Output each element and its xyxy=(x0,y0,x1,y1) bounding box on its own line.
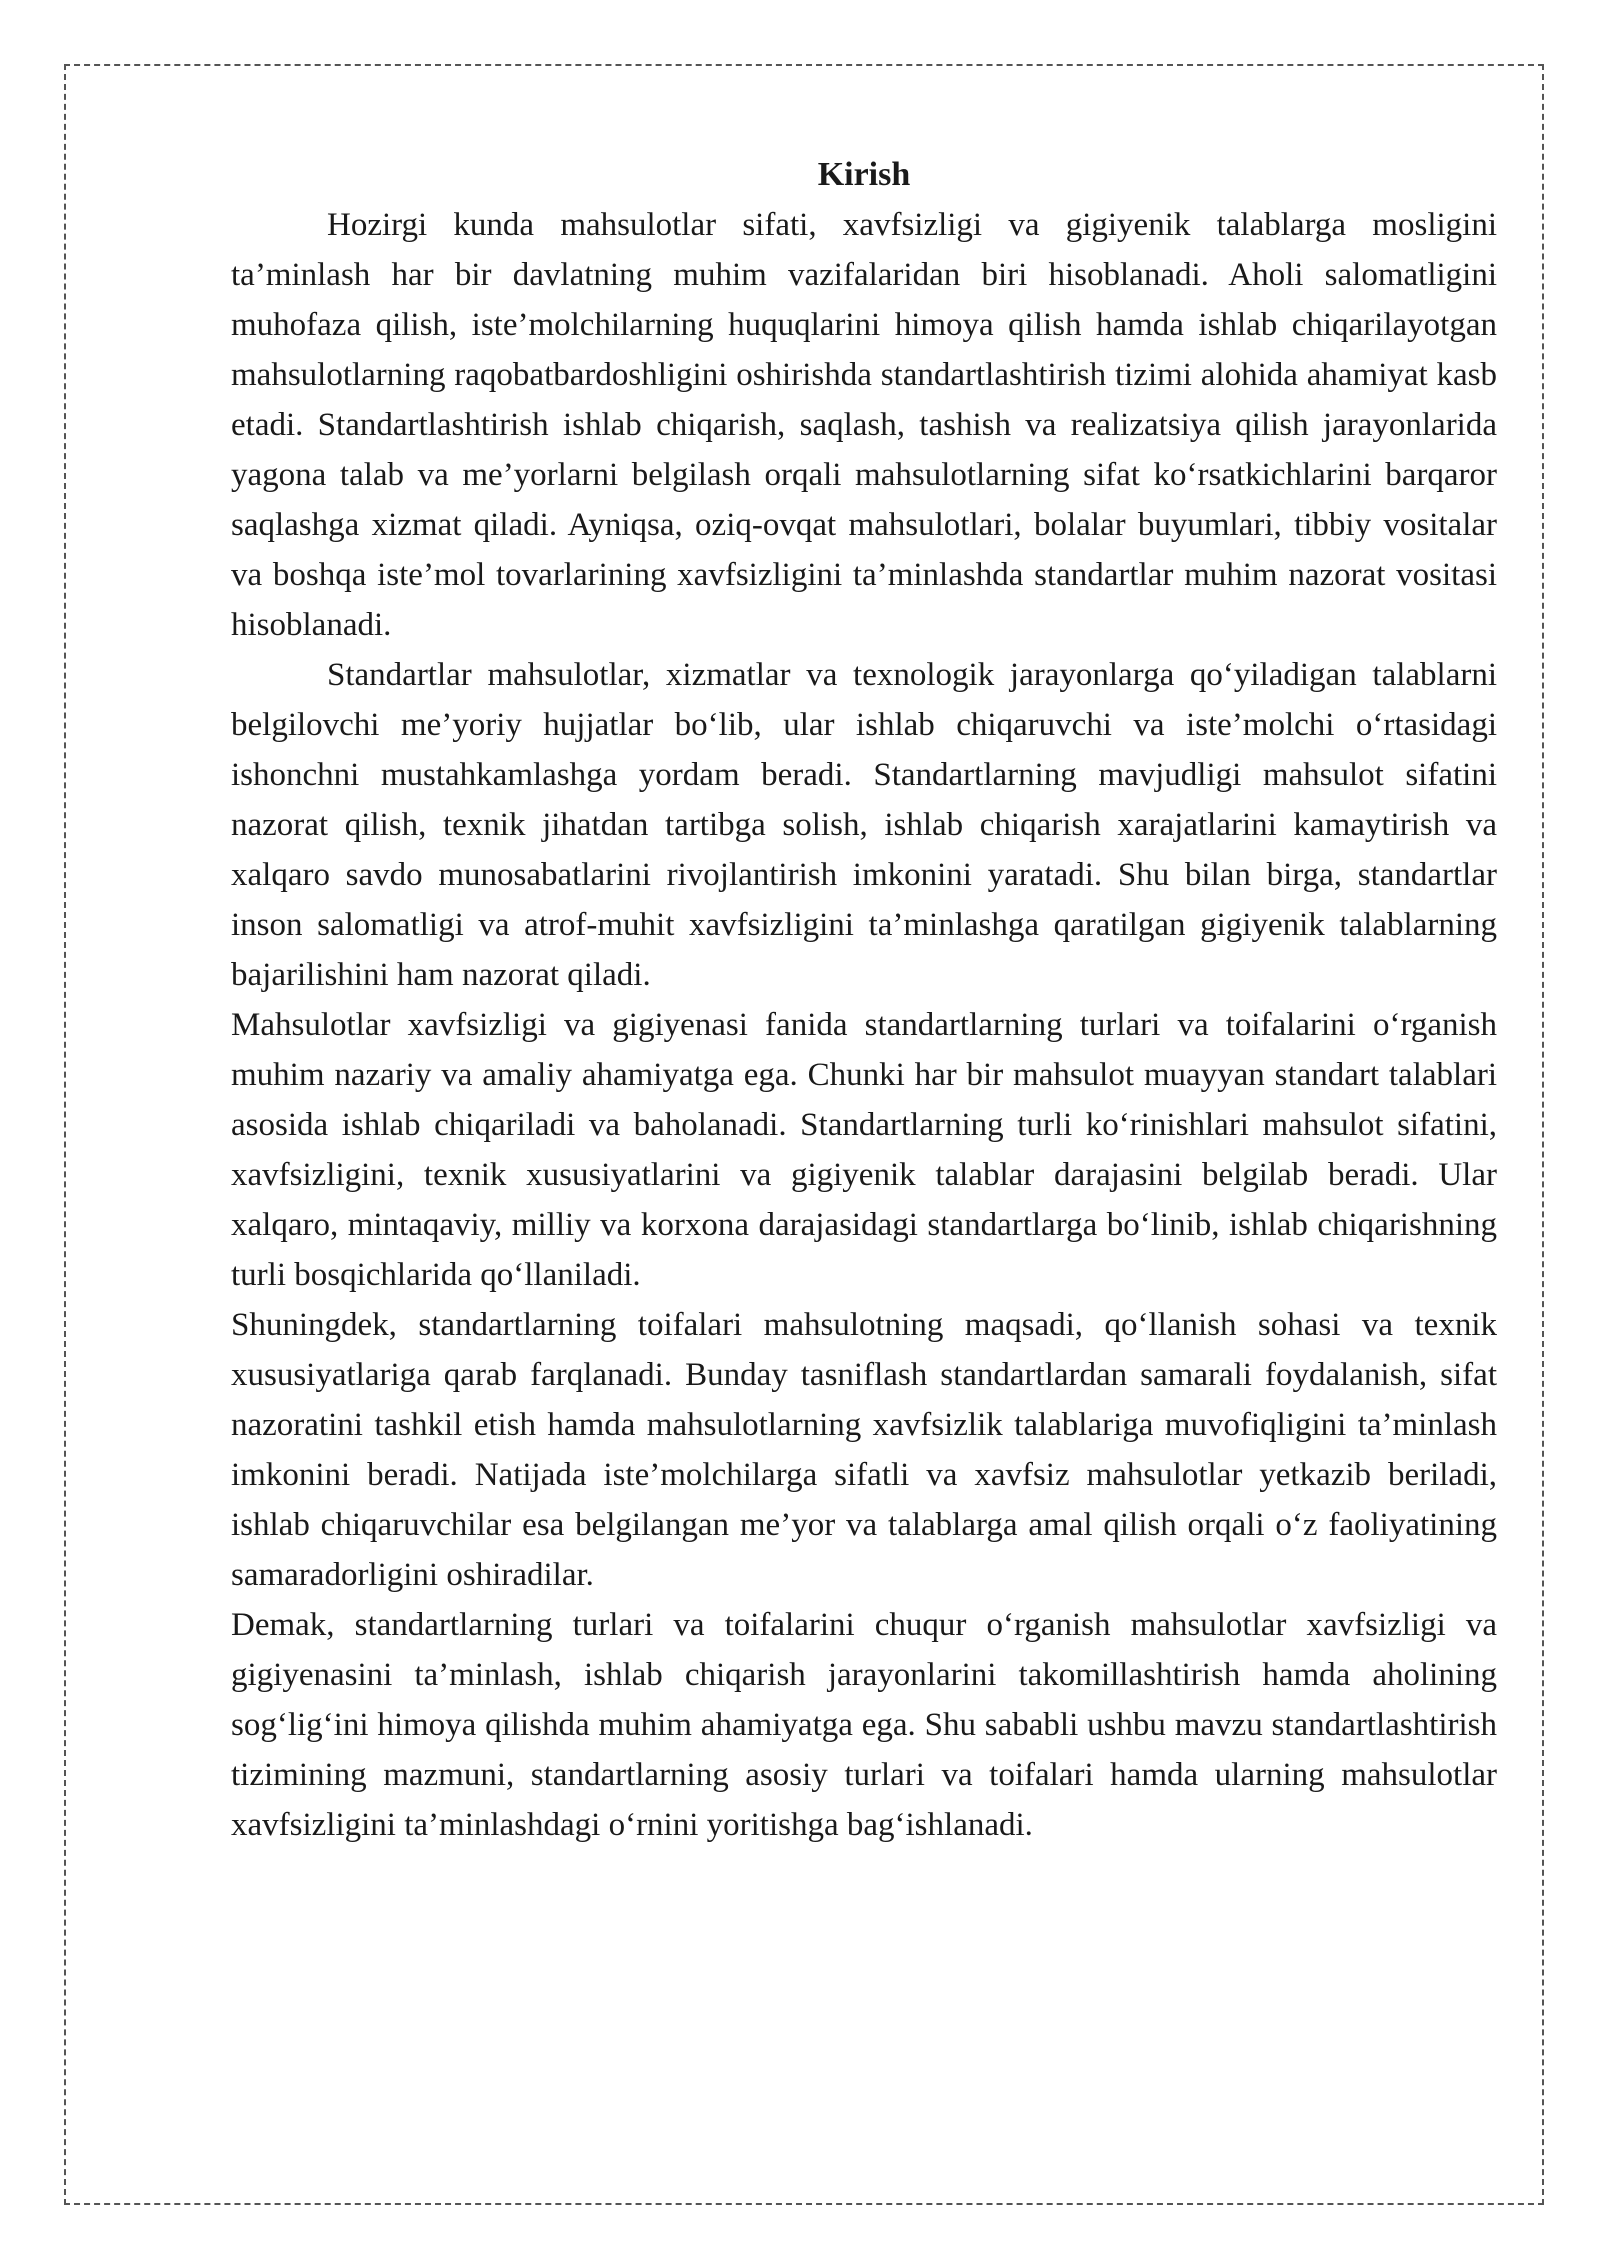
paragraph-4: Shuningdek, standartlarning toifalari mahsulotning maqsadi, qo‘llanish sohasi va texnik xususiyatlariga qarab farqlanadi. Bunday tasniflash standartlardan samarali foydalanish, sifat nazoratini tashkil etish hamda mahsulotlarning xavfsizlik talablariga muvofiqligini ta’minlash imkonini beradi. Natijada iste’molchilarga sifatli va xavfsiz mahsulotlar yetkazib beriladi, ishlab chiqaruvchilar esa belgilangan me’yor va talablarga amal qilish orqali o‘z faoliyatining samaradorligini oshiradilar. xyxy=(231,1307,1497,1593)
paragraph-2: Standartlar mahsulotlar, xizmatlar va texnologik jarayonlarga qo‘yiladigan talablarni belgilovchi me’yoriy hujjatlar bo‘lib, ular ishlab chiqaruvchi va iste’molchi o‘rtasidagi ishonchni mustahkamlashga yordam beradi. Standartlarning mavjudligi mahsulot sifatini nazorat qilish, texnik jihatdan tartibga solish, ishlab chiqarish xarajatlarini kamaytirish va xalqaro savdo munosabatlarini rivojlantirish imkonini yaratadi. Shu bilan birga, standartlar inson salomatligi va atrof-muhit xavfsizligini ta’minlashga qaratilgan gigiyenik talablarning bajarilishini ham nazorat qiladi. xyxy=(231,657,1497,993)
paragraph-3: Mahsulotlar xavfsizligi va gigiyenasi fanida standartlarning turlari va toifalarini o‘rganish muhim nazariy va amaliy ahamiyatga ega. Chunki har bir mahsulot muayyan standart talablari asosida ishlab chiqariladi va baholanadi. Standartlarning turli ko‘rinishlari mahsulot sifatini, xavfsizligini, texnik xususiyatlarini va gigiyenik talablar darajasini belgilab beradi. Ular xalqaro, mintaqaviy, milliy va korxona darajasidagi standartlarga bo‘linib, ishlab chiqarishning turli bosqichlarida qo‘llaniladi. xyxy=(231,1007,1497,1293)
document-body xyxy=(231,150,1497,1850)
paragraph-1: Hozirgi kunda mahsulotlar sifati, xavfsizligi va gigiyenik talablarga mosligini ta’minlash har bir davlatning muhim vazifalaridan biri hisoblanadi. Aholi salomatligini muhofaza qilish, iste’molchilarning huquqlarini himoya qilish hamda ishlab chiqarilayotgan mahsulotlarning raqobatbardoshligini oshirishda standartlashtirish tizimi alohida ahamiyat kasb etadi. Standartlashtirish ishlab chiqarish, saqlash, tashish va realizatsiya qilish jarayonlarida yagona talab va me’yorlarni belgilash orqali mahsulotlarning sifat ko‘rsatkichlarini barqaror saqlashga xizmat qiladi. Ayniqsa, oziq-ovqat mahsulotlari, bolalar buyumlari, tibbiy vositalar va boshqa iste’mol tovarlarining xavfsizligini ta’minlashda standartlar muhim nazorat vositasi hisoblanadi. xyxy=(231,207,1497,643)
document-title: Kirish xyxy=(817,156,911,193)
paragraph-5: Demak, standartlarning turlari va toifalarini chuqur o‘rganish mahsulotlar xavfsizligi va gigiyenasini ta’minlash, ishlab chiqarish jarayonlarini takomillashtirish hamda aholining sog‘lig‘ini himoya qilishda muhim ahamiyatga ega. Shu sababli ushbu mavzu standartlashtirish tizimining mazmuni, standartlarning asosiy turlari va toifalari hamda ularning mahsulotlar xavfsizligini ta’minlashdagi o‘rnini yoritishga bag‘ishlanadi. xyxy=(231,1607,1497,1843)
